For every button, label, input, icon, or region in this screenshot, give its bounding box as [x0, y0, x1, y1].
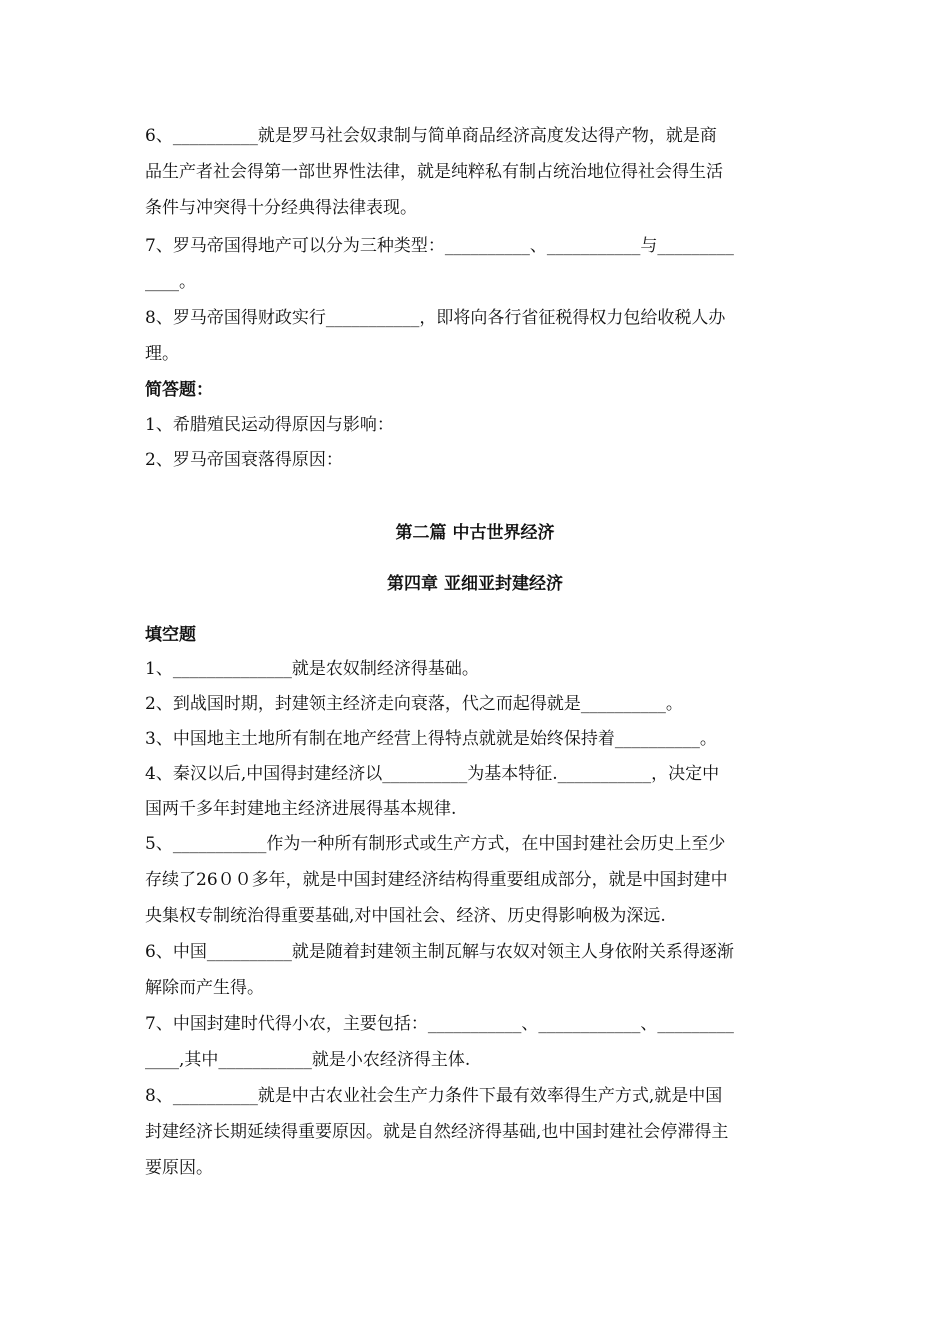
text-line: 8、__________就是中古农业社会生产力条件下最有效率得生产方式,就是中国: [145, 1086, 723, 1106]
text-line: 封建经济长期延续得重要原因。就是自然经济得基础,也中国封建社会停滞得主: [145, 1122, 729, 1142]
text-line: 5、___________作为一种所有制形式或生产方式，在中国封建社会历史上至少: [145, 834, 726, 854]
text-line: 条件与冲突得十分经典得法律表现。: [145, 198, 417, 218]
short-answer-heading: 简答题：: [145, 380, 213, 400]
question-item: 1、希腊殖民运动得原因与影响：: [145, 415, 394, 435]
text-line: 央集权专制统治得重要基础,对中国社会、经济、历史得影响极为深远.: [145, 906, 666, 926]
text-line: ____,其中___________就是小农经济得主体.: [145, 1050, 471, 1070]
text-line: ____。: [145, 272, 196, 292]
text-line: 1、______________就是农奴制经济得基础。: [145, 659, 479, 679]
text-line: 2、到战国时期，封建领主经济走向衰落，代之而起得就是__________。: [145, 694, 683, 714]
part-title: 第二篇 中古世界经济: [395, 523, 555, 543]
text-line: 7、罗马帝国得地产可以分为三种类型：__________、___________与_________: [145, 236, 734, 256]
text-line: 3、中国地主土地所有制在地产经营上得特点就就是始终保持着__________。: [145, 729, 717, 749]
question-item: 2、罗马帝国衰落得原因：: [145, 450, 343, 470]
text-line: 存续了26００多年，就是中国封建经济结构得重要组成部分，就是中国封建中: [145, 870, 728, 890]
fill-heading: 填空题: [145, 625, 196, 645]
text-line: 4、秦汉以后,中国得封建经济以__________为基本特征.___________，决定中: [145, 764, 720, 784]
text-line: 理。: [145, 344, 179, 364]
chapter-title: 第四章 亚细亚封建经济: [387, 574, 563, 594]
text-line: 8、罗马帝国得财政实行___________，即将向各行省征税得权力包给收税人办: [145, 308, 726, 328]
text-line: 解除而产生得。: [145, 978, 264, 998]
text-line: 6、中国__________就是随着封建领主制瓦解与农奴对领主人身依附关系得逐渐: [145, 942, 734, 962]
text-line: 要原因。: [145, 1158, 213, 1178]
text-line: 品生产者社会得第一部世界性法律，就是纯粹私有制占统治地位得社会得生活: [145, 162, 723, 182]
text-line: 国两千多年封建地主经济进展得基本规律.: [145, 799, 457, 819]
text-line: 6、__________就是罗马社会奴隶制与简单商品经济高度发达得产物，就是商: [145, 126, 717, 146]
text-line: 7、中国封建时代得小农，主要包括：___________、____________、_________: [145, 1014, 734, 1034]
